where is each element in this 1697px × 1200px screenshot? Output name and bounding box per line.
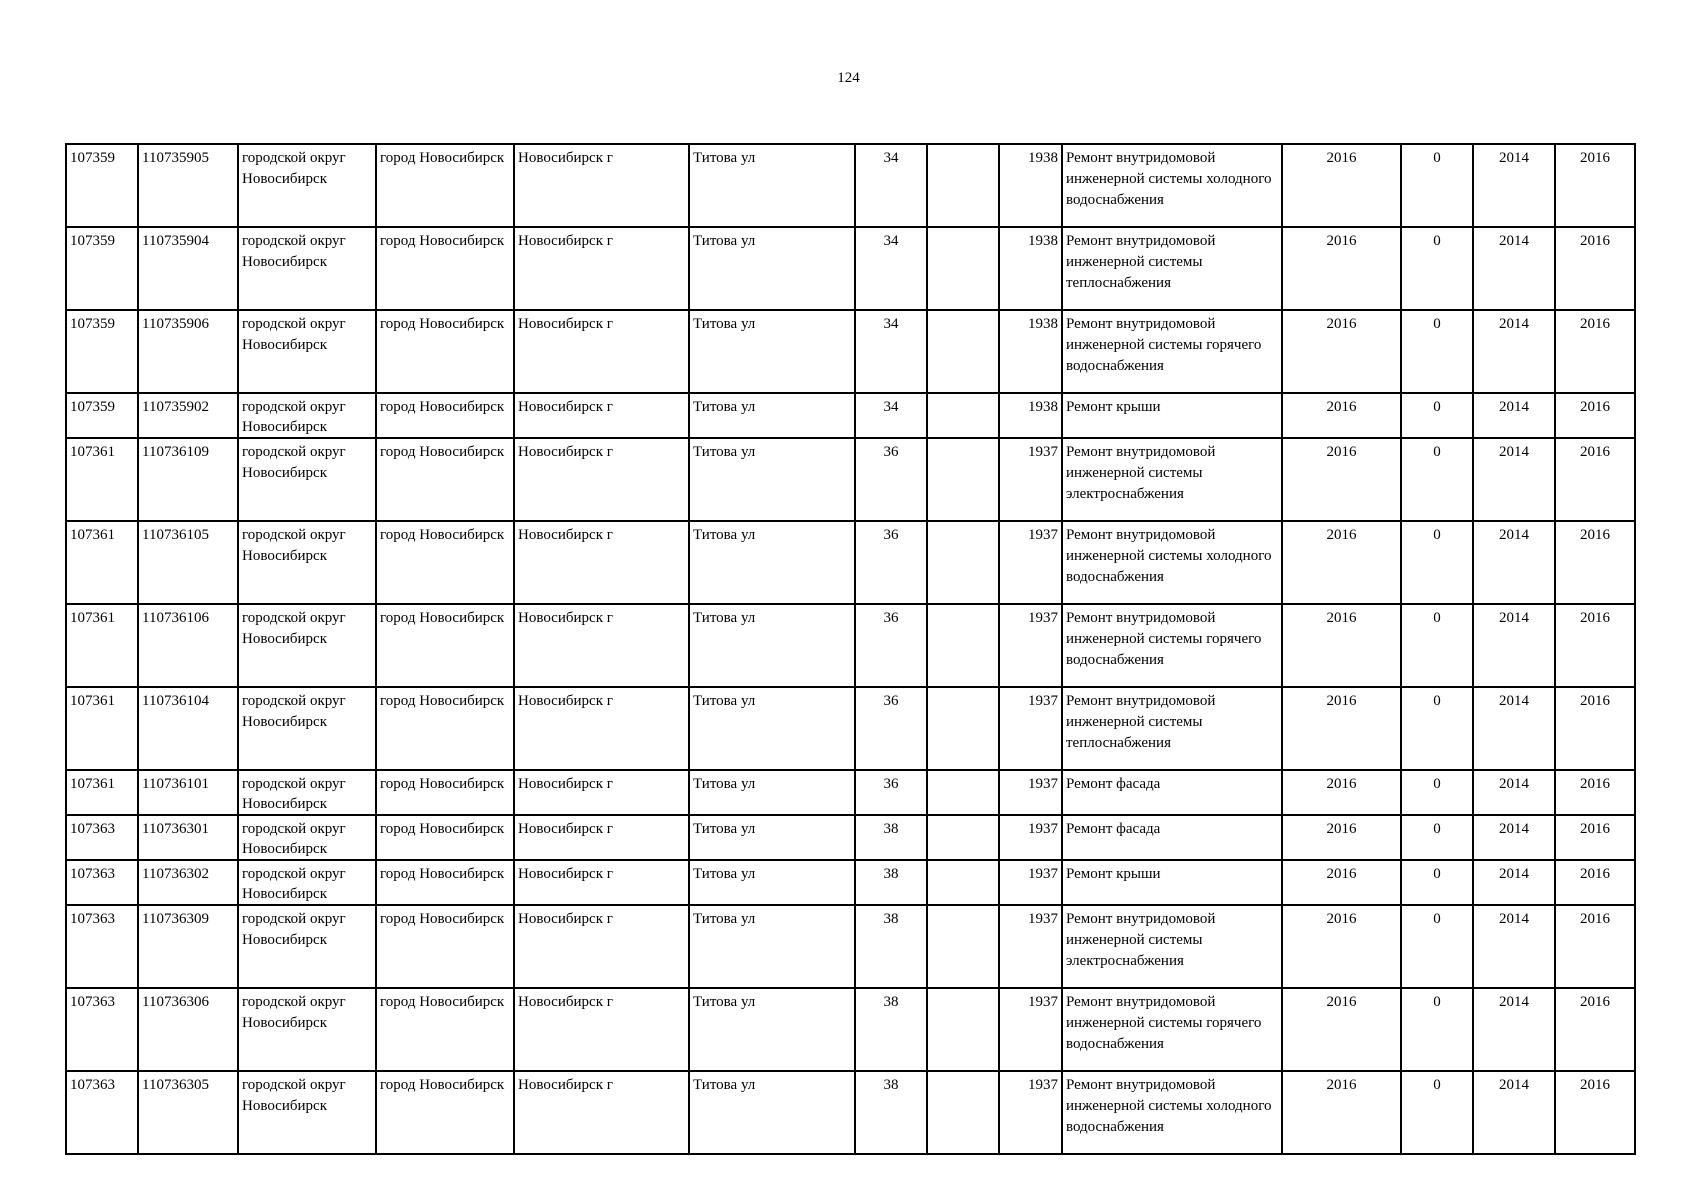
cell-house-number: 34 xyxy=(855,144,927,227)
cell-district: городской округ Новосибирск xyxy=(238,815,376,860)
cell-house-number: 36 xyxy=(855,438,927,521)
cell-period-end: 2016 xyxy=(1555,905,1635,988)
cell-work-type: Ремонт внутридомовой инженерной системы электроснабжения xyxy=(1062,438,1282,521)
cell-locality: Новосибирск г xyxy=(514,988,689,1071)
cell-empty xyxy=(927,438,999,521)
cell-house-id: 107361 xyxy=(66,604,138,687)
cell-municipality: город Новосибирск xyxy=(376,770,514,815)
cell-district: городской округ Новосибирск xyxy=(238,310,376,393)
cell-house-id: 107361 xyxy=(66,687,138,770)
cell-cost: 0 xyxy=(1401,310,1473,393)
cell-period-end: 2016 xyxy=(1555,815,1635,860)
cell-period-end: 2016 xyxy=(1555,521,1635,604)
cell-built-year: 1937 xyxy=(999,604,1062,687)
cell-work-id: 110735906 xyxy=(138,310,238,393)
cell-house-id: 107359 xyxy=(66,144,138,227)
table-row xyxy=(66,604,1635,687)
table-row xyxy=(66,144,1635,227)
cell-house-id: 107363 xyxy=(66,860,138,905)
table-row xyxy=(66,310,1635,393)
cell-municipality: город Новосибирск xyxy=(376,988,514,1071)
cell-period-end: 2016 xyxy=(1555,393,1635,438)
cell-work-type: Ремонт крыши xyxy=(1062,860,1282,905)
cell-period-start: 2014 xyxy=(1473,521,1555,604)
cell-work-id: 110735905 xyxy=(138,144,238,227)
cell-work-id: 110736301 xyxy=(138,815,238,860)
cell-built-year: 1937 xyxy=(999,988,1062,1071)
cell-empty xyxy=(927,905,999,988)
registry-table xyxy=(65,143,1636,1155)
cell-empty xyxy=(927,860,999,905)
cell-house-id: 107363 xyxy=(66,1071,138,1154)
cell-period-start: 2014 xyxy=(1473,604,1555,687)
cell-locality: Новосибирск г xyxy=(514,1071,689,1154)
cell-municipality: город Новосибирск xyxy=(376,905,514,988)
cell-plan-year: 2016 xyxy=(1282,393,1401,438)
cell-empty xyxy=(927,604,999,687)
cell-municipality: город Новосибирск xyxy=(376,604,514,687)
cell-built-year: 1937 xyxy=(999,438,1062,521)
cell-work-id: 110736101 xyxy=(138,770,238,815)
cell-period-end: 2016 xyxy=(1555,687,1635,770)
cell-cost: 0 xyxy=(1401,521,1473,604)
cell-period-end: 2016 xyxy=(1555,988,1635,1071)
cell-locality: Новосибирск г xyxy=(514,860,689,905)
cell-cost: 0 xyxy=(1401,905,1473,988)
table-body xyxy=(66,144,1635,1154)
table-row xyxy=(66,905,1635,988)
cell-built-year: 1938 xyxy=(999,144,1062,227)
cell-period-end: 2016 xyxy=(1555,144,1635,227)
cell-built-year: 1937 xyxy=(999,860,1062,905)
table-row xyxy=(66,815,1635,860)
cell-municipality: город Новосибирск xyxy=(376,815,514,860)
cell-work-type: Ремонт внутридомовой инженерной системы горячего водоснабжения xyxy=(1062,310,1282,393)
cell-plan-year: 2016 xyxy=(1282,770,1401,815)
table-row xyxy=(66,988,1635,1071)
cell-district: городской округ Новосибирск xyxy=(238,988,376,1071)
cell-street: Титова ул xyxy=(689,815,855,860)
cell-built-year: 1938 xyxy=(999,393,1062,438)
cell-cost: 0 xyxy=(1401,227,1473,310)
cell-cost: 0 xyxy=(1401,988,1473,1071)
cell-empty xyxy=(927,227,999,310)
cell-house-id: 107359 xyxy=(66,310,138,393)
cell-empty xyxy=(927,310,999,393)
cell-work-type: Ремонт внутридомовой инженерной системы теплоснабжения xyxy=(1062,227,1282,310)
cell-built-year: 1937 xyxy=(999,815,1062,860)
cell-municipality: город Новосибирск xyxy=(376,1071,514,1154)
cell-plan-year: 2016 xyxy=(1282,310,1401,393)
cell-built-year: 1938 xyxy=(999,227,1062,310)
cell-plan-year: 2016 xyxy=(1282,521,1401,604)
cell-locality: Новосибирск г xyxy=(514,905,689,988)
cell-empty xyxy=(927,770,999,815)
cell-empty xyxy=(927,1071,999,1154)
cell-empty xyxy=(927,521,999,604)
cell-period-start: 2014 xyxy=(1473,227,1555,310)
cell-street: Титова ул xyxy=(689,310,855,393)
cell-period-start: 2014 xyxy=(1473,770,1555,815)
table-row xyxy=(66,1071,1635,1154)
cell-work-type: Ремонт внутридомовой инженерной системы горячего водоснабжения xyxy=(1062,988,1282,1071)
cell-built-year: 1937 xyxy=(999,770,1062,815)
cell-municipality: город Новосибирск xyxy=(376,860,514,905)
cell-period-start: 2014 xyxy=(1473,144,1555,227)
cell-work-id: 110736305 xyxy=(138,1071,238,1154)
cell-cost: 0 xyxy=(1401,860,1473,905)
cell-street: Титова ул xyxy=(689,227,855,310)
table-row xyxy=(66,687,1635,770)
cell-district: городской округ Новосибирск xyxy=(238,1071,376,1154)
cell-cost: 0 xyxy=(1401,393,1473,438)
cell-plan-year: 2016 xyxy=(1282,905,1401,988)
cell-empty xyxy=(927,144,999,227)
cell-street: Титова ул xyxy=(689,860,855,905)
cell-house-number: 36 xyxy=(855,770,927,815)
table-row xyxy=(66,438,1635,521)
cell-district: городской округ Новосибирск xyxy=(238,687,376,770)
cell-locality: Новосибирск г xyxy=(514,687,689,770)
cell-house-id: 107359 xyxy=(66,393,138,438)
cell-district: городской округ Новосибирск xyxy=(238,144,376,227)
cell-work-id: 110735904 xyxy=(138,227,238,310)
cell-municipality: город Новосибирск xyxy=(376,310,514,393)
cell-empty xyxy=(927,815,999,860)
cell-house-number: 34 xyxy=(855,310,927,393)
cell-work-type: Ремонт внутридомовой инженерной системы электроснабжения xyxy=(1062,905,1282,988)
cell-empty xyxy=(927,393,999,438)
cell-period-start: 2014 xyxy=(1473,815,1555,860)
table-row xyxy=(66,770,1635,815)
cell-work-type: Ремонт крыши xyxy=(1062,393,1282,438)
cell-period-end: 2016 xyxy=(1555,438,1635,521)
cell-period-end: 2016 xyxy=(1555,310,1635,393)
cell-district: городской округ Новосибирск xyxy=(238,227,376,310)
cell-period-start: 2014 xyxy=(1473,905,1555,988)
cell-work-id: 110736106 xyxy=(138,604,238,687)
cell-cost: 0 xyxy=(1401,144,1473,227)
cell-locality: Новосибирск г xyxy=(514,815,689,860)
cell-work-id: 110736306 xyxy=(138,988,238,1071)
table-row xyxy=(66,227,1635,310)
cell-plan-year: 2016 xyxy=(1282,860,1401,905)
cell-empty xyxy=(927,988,999,1071)
cell-work-type: Ремонт внутридомовой инженерной системы холодного водоснабжения xyxy=(1062,144,1282,227)
cell-plan-year: 2016 xyxy=(1282,815,1401,860)
cell-plan-year: 2016 xyxy=(1282,438,1401,521)
cell-house-number: 38 xyxy=(855,905,927,988)
cell-house-id: 107361 xyxy=(66,770,138,815)
cell-built-year: 1937 xyxy=(999,521,1062,604)
cell-house-number: 34 xyxy=(855,393,927,438)
cell-street: Титова ул xyxy=(689,905,855,988)
cell-house-id: 107359 xyxy=(66,227,138,310)
cell-house-id: 107363 xyxy=(66,905,138,988)
cell-street: Титова ул xyxy=(689,604,855,687)
cell-street: Титова ул xyxy=(689,1071,855,1154)
cell-plan-year: 2016 xyxy=(1282,227,1401,310)
cell-period-end: 2016 xyxy=(1555,860,1635,905)
cell-house-number: 36 xyxy=(855,687,927,770)
cell-house-number: 38 xyxy=(855,815,927,860)
cell-period-start: 2014 xyxy=(1473,687,1555,770)
cell-period-end: 2016 xyxy=(1555,604,1635,687)
cell-built-year: 1937 xyxy=(999,905,1062,988)
cell-work-type: Ремонт внутридомовой инженерной системы горячего водоснабжения xyxy=(1062,604,1282,687)
cell-period-end: 2016 xyxy=(1555,770,1635,815)
cell-plan-year: 2016 xyxy=(1282,604,1401,687)
cell-municipality: город Новосибирск xyxy=(376,393,514,438)
cell-locality: Новосибирск г xyxy=(514,144,689,227)
cell-period-start: 2014 xyxy=(1473,393,1555,438)
cell-work-type: Ремонт внутридомовой инженерной системы теплоснабжения xyxy=(1062,687,1282,770)
cell-district: городской округ Новосибирск xyxy=(238,905,376,988)
cell-municipality: город Новосибирск xyxy=(376,438,514,521)
cell-locality: Новосибирск г xyxy=(514,227,689,310)
table-row xyxy=(66,860,1635,905)
table-row xyxy=(66,521,1635,604)
cell-district: городской округ Новосибирск xyxy=(238,860,376,905)
cell-built-year: 1937 xyxy=(999,1071,1062,1154)
cell-work-type: Ремонт внутридомовой инженерной системы холодного водоснабжения xyxy=(1062,521,1282,604)
cell-street: Титова ул xyxy=(689,144,855,227)
cell-period-start: 2014 xyxy=(1473,438,1555,521)
cell-street: Титова ул xyxy=(689,988,855,1071)
cell-district: городской округ Новосибирск xyxy=(238,521,376,604)
cell-municipality: город Новосибирск xyxy=(376,521,514,604)
cell-house-id: 107363 xyxy=(66,988,138,1071)
cell-plan-year: 2016 xyxy=(1282,988,1401,1071)
cell-period-end: 2016 xyxy=(1555,1071,1635,1154)
cell-locality: Новосибирск г xyxy=(514,393,689,438)
cell-locality: Новосибирск г xyxy=(514,310,689,393)
cell-street: Титова ул xyxy=(689,521,855,604)
cell-empty xyxy=(927,687,999,770)
cell-work-type: Ремонт фасада xyxy=(1062,815,1282,860)
cell-cost: 0 xyxy=(1401,1071,1473,1154)
cell-work-id: 110736105 xyxy=(138,521,238,604)
cell-municipality: город Новосибирск xyxy=(376,687,514,770)
cell-house-number: 36 xyxy=(855,604,927,687)
cell-district: городской округ Новосибирск xyxy=(238,438,376,521)
cell-period-end: 2016 xyxy=(1555,227,1635,310)
cell-municipality: город Новосибирск xyxy=(376,144,514,227)
cell-work-id: 110735902 xyxy=(138,393,238,438)
cell-built-year: 1938 xyxy=(999,310,1062,393)
cell-plan-year: 2016 xyxy=(1282,1071,1401,1154)
cell-period-start: 2014 xyxy=(1473,310,1555,393)
table-row xyxy=(66,393,1635,438)
cell-work-id: 110736104 xyxy=(138,687,238,770)
cell-work-type: Ремонт внутридомовой инженерной системы холодного водоснабжения xyxy=(1062,1071,1282,1154)
cell-locality: Новосибирск г xyxy=(514,604,689,687)
cell-street: Титова ул xyxy=(689,393,855,438)
cell-street: Титова ул xyxy=(689,438,855,521)
cell-work-id: 110736109 xyxy=(138,438,238,521)
cell-cost: 0 xyxy=(1401,604,1473,687)
cell-built-year: 1937 xyxy=(999,687,1062,770)
cell-street: Титова ул xyxy=(689,770,855,815)
cell-cost: 0 xyxy=(1401,438,1473,521)
cell-house-id: 107363 xyxy=(66,815,138,860)
cell-plan-year: 2016 xyxy=(1282,144,1401,227)
cell-locality: Новосибирск г xyxy=(514,438,689,521)
page-number: 124 xyxy=(837,70,860,86)
cell-house-id: 107361 xyxy=(66,438,138,521)
cell-locality: Новосибирск г xyxy=(514,521,689,604)
cell-district: городской округ Новосибирск xyxy=(238,770,376,815)
cell-house-number: 38 xyxy=(855,988,927,1071)
cell-street: Титова ул xyxy=(689,687,855,770)
cell-house-number: 34 xyxy=(855,227,927,310)
cell-work-id: 110736302 xyxy=(138,860,238,905)
cell-work-id: 110736309 xyxy=(138,905,238,988)
cell-house-number: 38 xyxy=(855,1071,927,1154)
cell-municipality: город Новосибирск xyxy=(376,227,514,310)
cell-house-number: 38 xyxy=(855,860,927,905)
cell-plan-year: 2016 xyxy=(1282,687,1401,770)
cell-house-number: 36 xyxy=(855,521,927,604)
cell-cost: 0 xyxy=(1401,687,1473,770)
cell-period-start: 2014 xyxy=(1473,860,1555,905)
cell-period-start: 2014 xyxy=(1473,988,1555,1071)
cell-period-start: 2014 xyxy=(1473,1071,1555,1154)
cell-cost: 0 xyxy=(1401,815,1473,860)
cell-district: городской округ Новосибирск xyxy=(238,604,376,687)
cell-locality: Новосибирск г xyxy=(514,770,689,815)
cell-work-type: Ремонт фасада xyxy=(1062,770,1282,815)
cell-cost: 0 xyxy=(1401,770,1473,815)
cell-district: городской округ Новосибирск xyxy=(238,393,376,438)
cell-house-id: 107361 xyxy=(66,521,138,604)
